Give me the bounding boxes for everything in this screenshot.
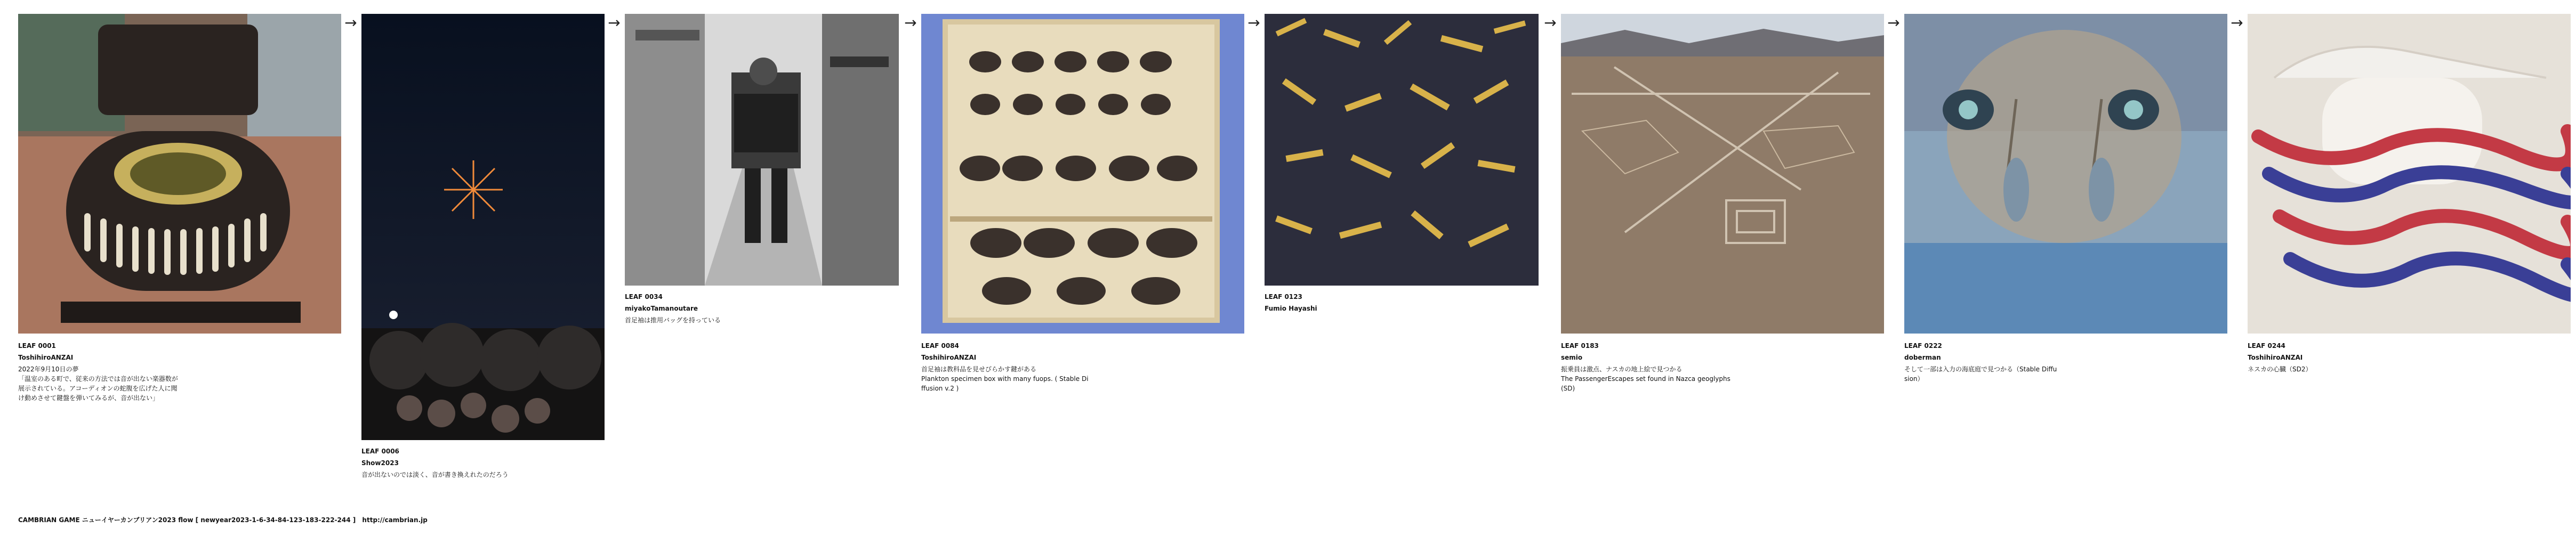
- leaf-image-accordion[interactable]: [18, 14, 341, 334]
- leaf-caption: そして一部は入力の海底庭で見つかる（Stable Diffu sion）: [1904, 366, 2057, 383]
- arrow-right-icon: →: [608, 14, 621, 31]
- leaf-code: LEAF 0244: [2248, 342, 2285, 350]
- leaf-author[interactable]: doberman: [1904, 354, 1941, 361]
- leaf-image-nazca[interactable]: [1561, 14, 1884, 334]
- leaf-image-golden-glyphs[interactable]: [1265, 14, 1539, 286]
- leaf-image-specimen-box[interactable]: [921, 14, 1244, 334]
- leaf-author[interactable]: miyakoTamanoutare: [625, 305, 698, 312]
- leaf-code: LEAF 0123: [1265, 293, 1302, 301]
- leaf-meta: [625, 292, 817, 325]
- footer-link[interactable]: http://cambrian.jp: [362, 516, 428, 524]
- leaf-author[interactable]: semio: [1561, 354, 1583, 361]
- leaf-caption: 振乗員は激点、ナスカの地上絵で見つかる The PassengerEscapes set found in Nazca geoglyphs (SD): [1561, 366, 1730, 392]
- leaf-author[interactable]: ToshihiroANZAI: [18, 354, 74, 361]
- leaf-meta: [1265, 292, 1456, 315]
- page-footer: [18, 516, 428, 524]
- leaf-image-underwater-face[interactable]: [1904, 14, 2227, 334]
- leaf-caption: 首足袖は教科品を見せびらかす鍵がある Plankton specimen box with many fuops. ( Stable Di ffusion v.2 ): [921, 366, 1089, 392]
- leaf-meta: [1904, 341, 2096, 384]
- footer-text: CAMBRIAN GAME ニューイヤーカンブリアン2023 flow [ newyear2023-1-6-34-84-123-183-222-244 ]: [18, 516, 356, 524]
- leaf-code: LEAF 0034: [625, 293, 663, 301]
- leaf-image-fireworks[interactable]: [361, 14, 605, 440]
- leaf-author[interactable]: ToshihiroANZAI: [921, 354, 977, 361]
- arrow-right-icon: →: [1544, 14, 1557, 31]
- leaf-code: LEAF 0183: [1561, 342, 1599, 350]
- arrow-right-icon: →: [1887, 14, 1900, 31]
- leaf-image-ribbons[interactable]: [2248, 14, 2571, 334]
- arrow-right-icon: →: [1247, 14, 1260, 31]
- leaf-caption: 首足袖は推用バッグを持っている: [625, 316, 721, 324]
- leaf-author[interactable]: ToshihiroANZAI: [2248, 354, 2303, 361]
- leaf-code: LEAF 0006: [361, 448, 399, 455]
- leaf-code: LEAF 0222: [1904, 342, 1942, 350]
- leaf-code: LEAF 0084: [921, 342, 959, 350]
- leaf-author[interactable]: Show2023: [361, 459, 399, 467]
- leaf-meta: [1561, 341, 1753, 393]
- arrow-right-icon: →: [344, 14, 357, 31]
- leaf-image-street-bag[interactable]: [625, 14, 899, 286]
- arrow-right-icon: →: [904, 14, 917, 31]
- leaf-caption: 2022年9月10日の夢 「温室のある町で、従来の方法では音が出ない楽器数が 展示されている。アコーディオンの蛇腹を広げた人に聞 け動めさせて鍵盤を弾いてみるが、音が出ない」: [18, 366, 178, 402]
- leaf-author[interactable]: Fumio Hayashi: [1265, 305, 1317, 312]
- leaf-meta: [921, 341, 1113, 393]
- leaf-code: LEAF 0001: [18, 342, 56, 350]
- arrow-right-icon: →: [2231, 14, 2243, 31]
- leaf-meta: [2248, 341, 2440, 374]
- leaf-meta: [361, 446, 553, 480]
- leaf-meta: [18, 341, 210, 403]
- leaf-caption: ネスカの心臓（SD2）: [2248, 366, 2312, 373]
- leaf-caption: 音が出ないのでは淡く、音が書き換えれたのだろう: [361, 471, 509, 478]
